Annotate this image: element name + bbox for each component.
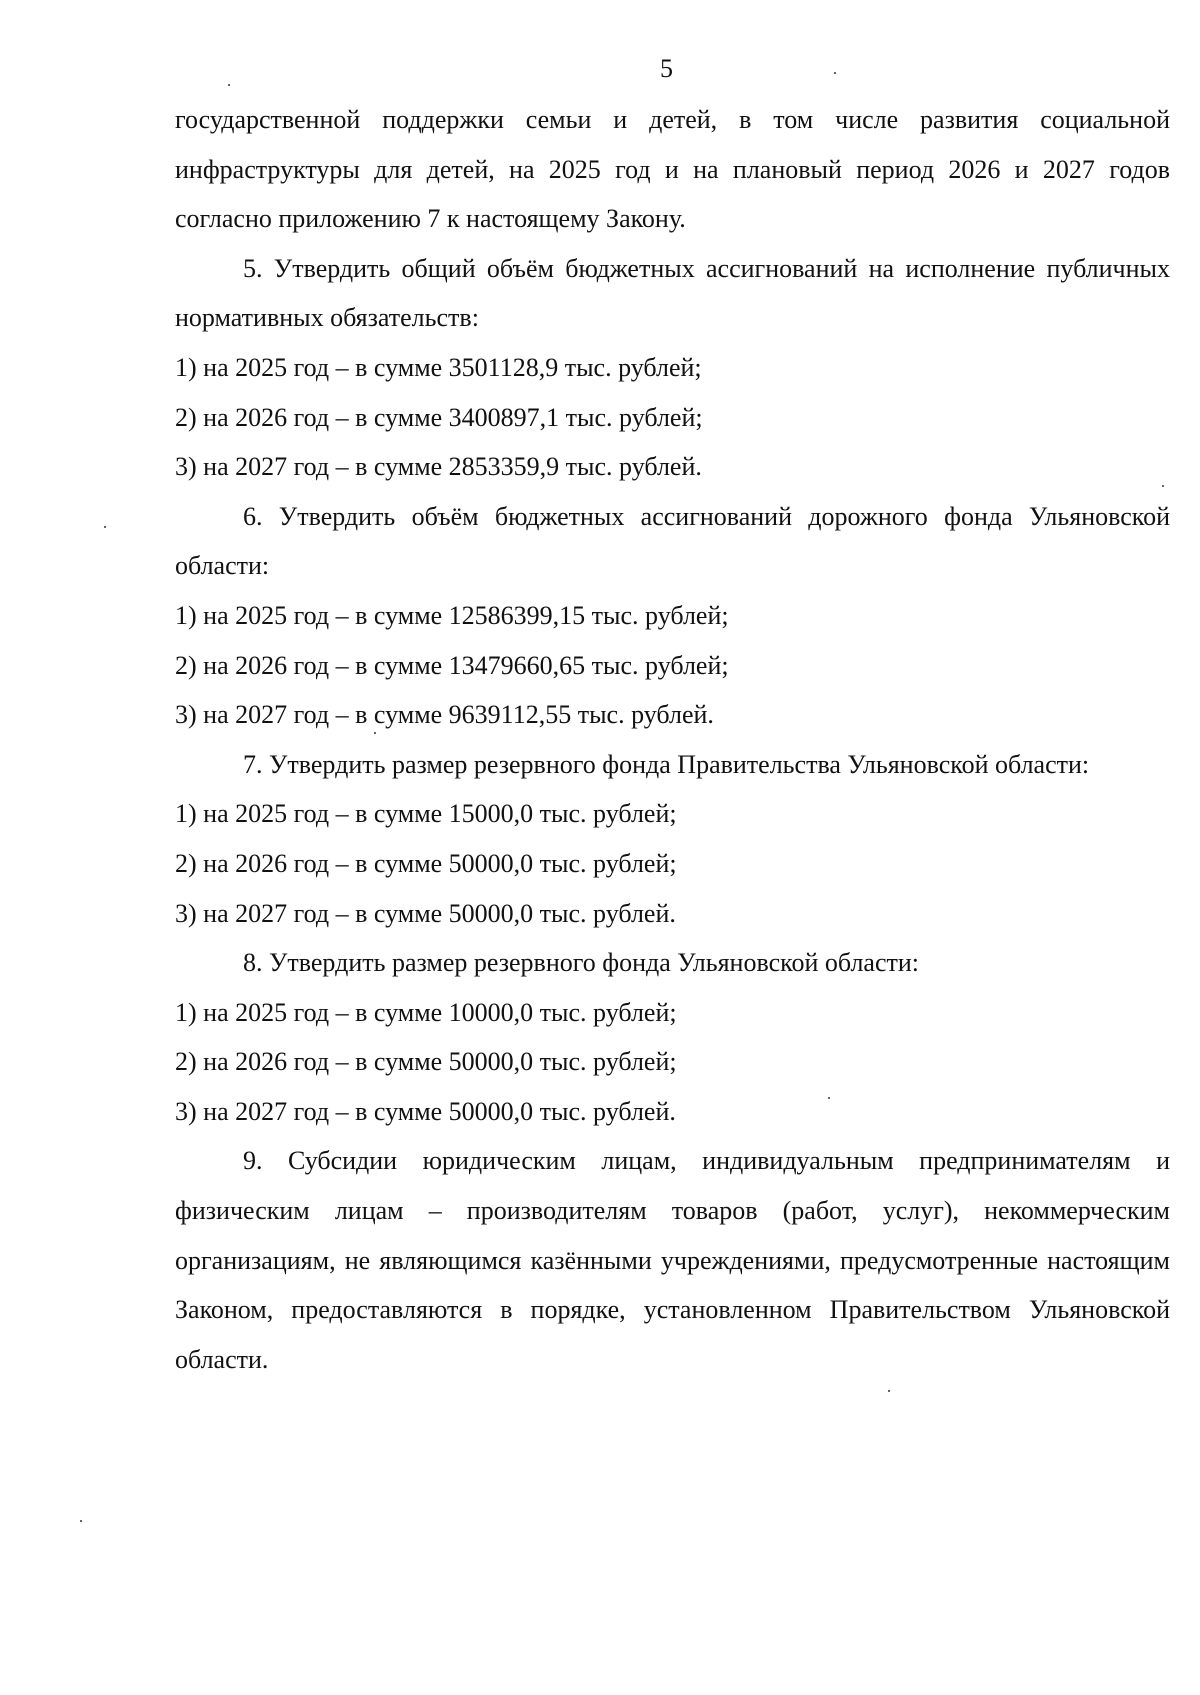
section-7-heading: 7. Утвердить размер резервного фонда Правительства Ульяновской области: (243, 749, 1090, 779)
section-5-heading: 5. Утвердить общий объём бюджетных ассигнований на исполнение публичных нормативных обязательств: (175, 253, 1170, 333)
section-5-item-3: 3) на 2027 год – в сумме 2853359,9 тыс. рублей. (175, 452, 702, 482)
section-7-item-2: 2) на 2026 год – в сумме 50000,0 тыс. рублей; (175, 848, 677, 878)
intro-paragraph: государственной поддержки семьи и детей, в том числе развития социальной инфраструктуры для детей, на 2025 год и на плановый период 2026 и 2027 годов согласно приложению 7 к настоящему Закону. (175, 105, 1170, 234)
section-5-item-1: 1) на 2025 год – в сумме 3501128,9 тыс. рублей; (175, 352, 702, 382)
section-8-item-2: 2) на 2026 год – в сумме 50000,0 тыс. рублей; (175, 1047, 677, 1077)
scan-speck (374, 732, 376, 734)
section-8-item-1: 1) на 2025 год – в сумме 10000,0 тыс. рублей; (175, 997, 677, 1027)
document-body (175, 95, 1170, 1384)
scan-speck (104, 526, 106, 528)
scan-speck (228, 84, 230, 86)
section-6-item-3: 3) на 2027 год – в сумме 9639112,55 тыс. рублей. (175, 700, 714, 730)
scan-speck (834, 72, 836, 74)
section-8-heading: 8. Утвердить размер резервного фонда Ульяновской области: (243, 948, 919, 978)
section-6-item-2: 2) на 2026 год – в сумме 13479660,65 тыс. рублей; (175, 650, 729, 680)
scan-speck (1162, 485, 1164, 487)
section-7-item-1: 1) на 2025 год – в сумме 15000,0 тыс. рублей; (175, 799, 677, 829)
section-8-item-3: 3) на 2027 год – в сумме 50000,0 тыс. рублей. (175, 1096, 676, 1126)
scan-speck (828, 1097, 830, 1099)
section-6-heading: 6. Утвердить объём бюджетных ассигнований дорожного фонда Ульяновской области: (175, 501, 1170, 581)
scan-speck (888, 1390, 890, 1392)
section-7-item-3: 3) на 2027 год – в сумме 50000,0 тыс. рублей. (175, 898, 676, 928)
scan-speck (80, 1520, 82, 1522)
section-5-item-2: 2) на 2026 год – в сумме 3400897,1 тыс. рублей; (175, 402, 703, 432)
page-number: 5 (660, 54, 673, 83)
section-9-paragraph: 9. Субсидии юридическим лицам, индивидуальным предпринимателям и физическим лицам – производителям товаров (работ, услуг), некоммерческим организациям, не являющимся казёнными учреждениями, предусмотренные настоящим Законом, предоставляются в порядке, установленном Правительством Ульяновской области. (175, 1146, 1170, 1374)
section-6-item-1: 1) на 2025 год – в сумме 12586399,15 тыс. рублей; (175, 600, 729, 630)
